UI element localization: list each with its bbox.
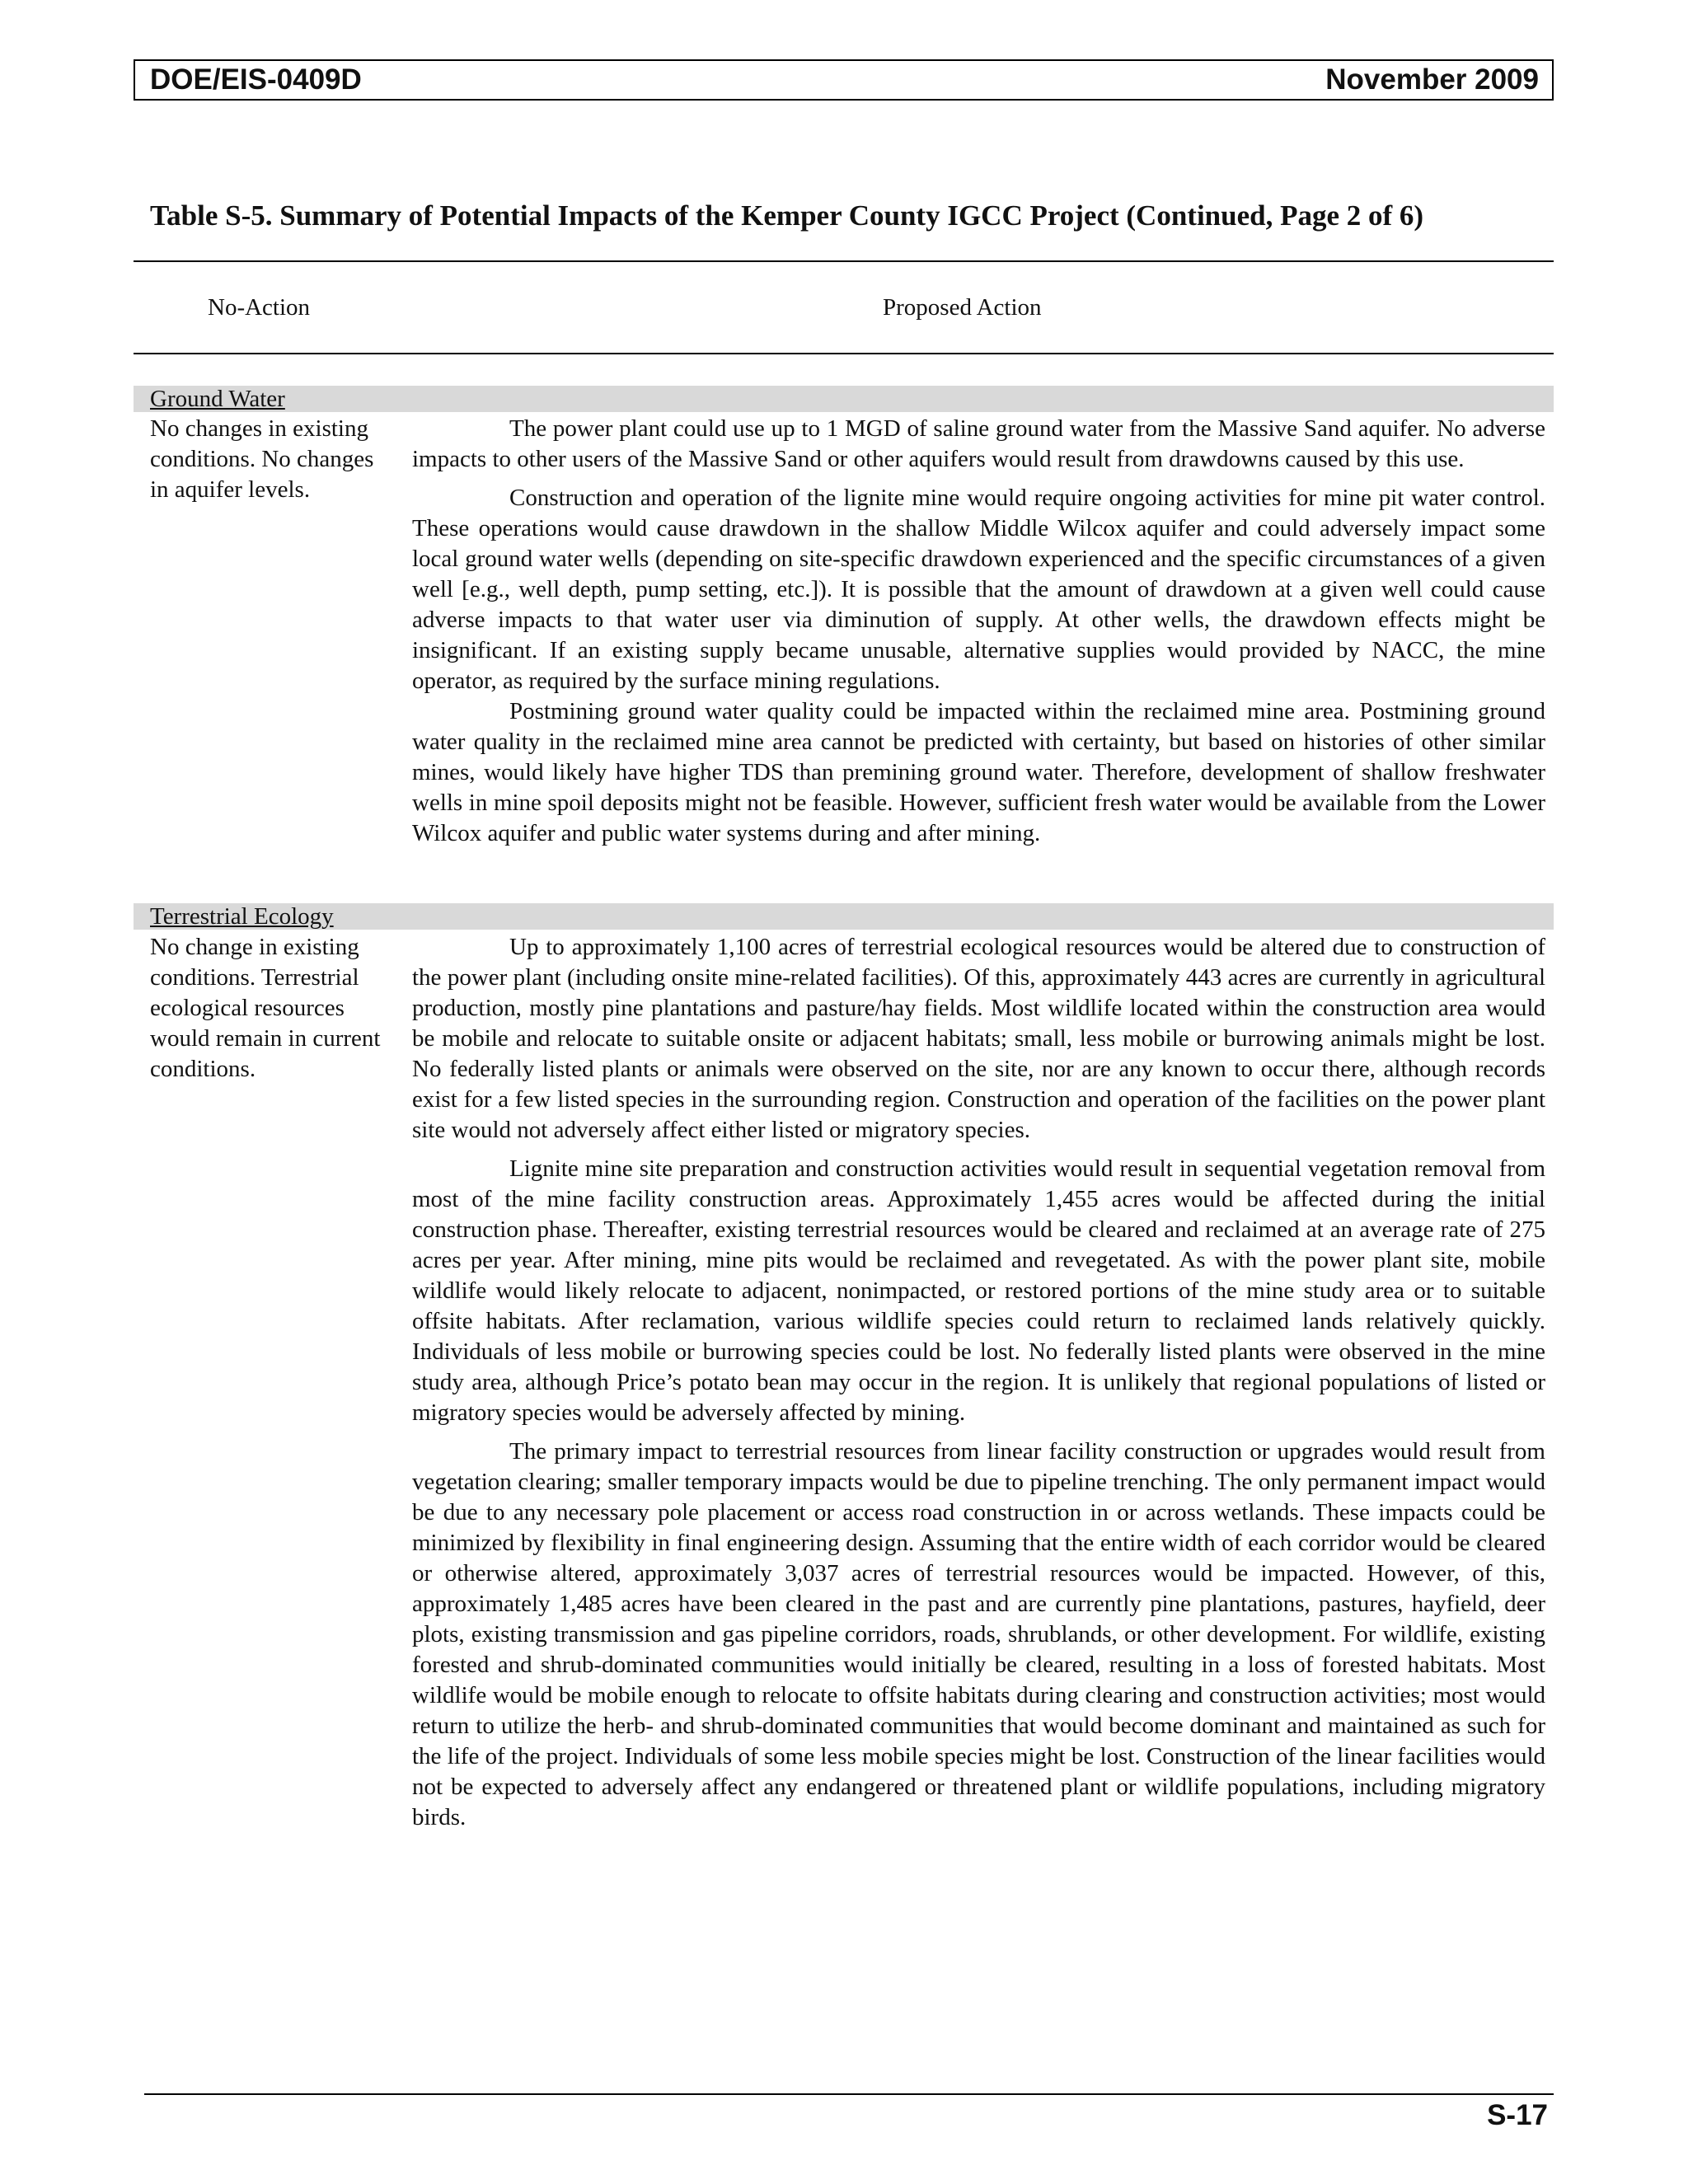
paragraph: Up to approximately 1,100 acres of terrestrial ecological resources would be altered due to construction of the power plant (including onsite mine-related facilities). Of this, approximately 443 acres are currently in agricultural production, mostly pine plantations and pasture/hay fields. Most wildlife located within the construction area would be mobile and relocate to suitable onsite or adjacent habitats; small, less mobile or burrowing animals might be lost. No federally listed plants or animals were observed on the site, nor are any known to occur there, although records exist for a few listed species in the surrounding region. Construction and operation of the facilities on the power plant site would not adversely affect either listed or migratory species.	[412, 934, 1545, 1143]
paragraph: The primary impact to terrestrial resources from linear facility construction or upgrades would result from vegetation clearing; smaller temporary impacts would be due to pipeline trenching. The only permanent impact would be due to any necessary pole placement or access road construction in or across wetlands. These impacts could be minimized by flexibility in final engineering design. Assuming that the entire width of each corridor would be cleared or otherwise altered, approximately 3,037 acres of terrestrial resources would be impacted. However, of this, approximately 1,485 acres have been cleared in the past and are currently pine plantations, pastures, hayfield, deer plots, existing transmission and gas pipeline corridors, roads, shrublands, or other development. For wildlife, existing forested and shrub-dominated communities would initially be cleared, resulting in a loss of forested habitats. Most wildlife would be mobile enough to relocate to offsite habitats during clearing and construction activities; most would return to utilize the herb- and shrub-dominated communities that would become dominant and maintained as such for the life of the project. Individuals of some less mobile species might be lost. Construction of the linear facilities would not be expected to adversely affect any endangered or threatened plant or wildlife populations, including migratory birds.	[412, 1438, 1545, 1830]
section-band-terrestrial-ecology	[134, 903, 1554, 930]
footer-rule	[144, 2093, 1554, 2095]
paragraph: Construction and operation of the lignite mine would require ongoing activities for mine pit water control. These operations would cause drawdown in the shallow Middle Wilcox aquifer and could adversely impact some local ground water wells (depending on site-specific drawdown experienced and the specific circumstances of a given well [e.g., well depth, pump setting, etc.]). It is possible that the amount of drawdown at a given well could cause adverse impacts to that water user via diminution of supply. At other wells, the drawdown effects might be insignificant. If an existing supply became unusable, alternative supplies would provided by NACC, the mine operator, as required by the surface mining regulations.	[412, 485, 1545, 694]
proposed-action-terrestrial-ecology	[412, 932, 1545, 1841]
document-date: November 2009	[1325, 63, 1539, 96]
table-header-rule	[134, 353, 1554, 354]
document-header	[134, 59, 1554, 101]
document-id: DOE/EIS-0409D	[150, 63, 362, 96]
paragraph: The power plant could use up to 1 MGD of saline ground water from the Massive Sand aquifer. No adverse impacts to other users of the Massive Sand or other aquifers would result from drawdowns caused by this use.	[412, 415, 1545, 472]
proposed-action-ground-water	[412, 414, 1545, 857]
page-number: S-17	[1487, 2099, 1548, 2131]
no-action-terrestrial-ecology: No change in existing conditions. Terrestrial ecological resources would remain in current conditions.	[150, 934, 381, 1082]
table-top-rule	[134, 260, 1554, 262]
column-header-no-action: No-Action	[208, 294, 311, 321]
section-label-ground-water: Ground Water	[150, 386, 285, 412]
section-label-terrestrial-ecology: Terrestrial Ecology	[150, 903, 334, 930]
paragraph: Postmining ground water quality could be impacted within the reclaimed mine area. Postmining ground water quality in the reclaimed mine area cannot be predicted with certainty, but based on histories of other similar mines, would likely have higher TDS than premining ground water. Therefore, development of shallow freshwater wells in mine spoil deposits might not be feasible. However, sufficient fresh water would be available from the Lower Wilcox aquifer and public water systems during and after mining.	[412, 698, 1545, 846]
table-title: Table S-5. Summary of Potential Impacts of the Kemper County IGCC Project (Continued, Page 2 of 6)	[150, 199, 1424, 232]
column-header-proposed-action: Proposed Action	[883, 294, 1042, 321]
section-band-ground-water	[134, 386, 1554, 412]
no-action-ground-water: No changes in existing conditions. No changes in aquifer levels.	[150, 415, 374, 503]
paragraph: Lignite mine site preparation and construction activities would result in sequential vegetation removal from most of the mine facility construction areas. Approximately 1,455 acres would be affected during the initial construction phase. Thereafter, existing terrestrial resources would be cleared and reclaimed at an average rate of 275 acres per year. After mining, mine pits would be reclaimed and revegetated. As with the power plant site, mobile wildlife would likely relocate to adjacent, nonimpacted, or restored portions of the mine study area or to suitable offsite habitats. After reclamation, various wildlife species could return to reclaimed lands relatively quickly. Individuals of less mobile or burrowing species could be lost. No federally listed plants were observed in the mine study area, although Price’s potato bean may occur in the region. It is unlikely that regional populations of listed or migratory species would be adversely affected by mining.	[412, 1155, 1545, 1426]
